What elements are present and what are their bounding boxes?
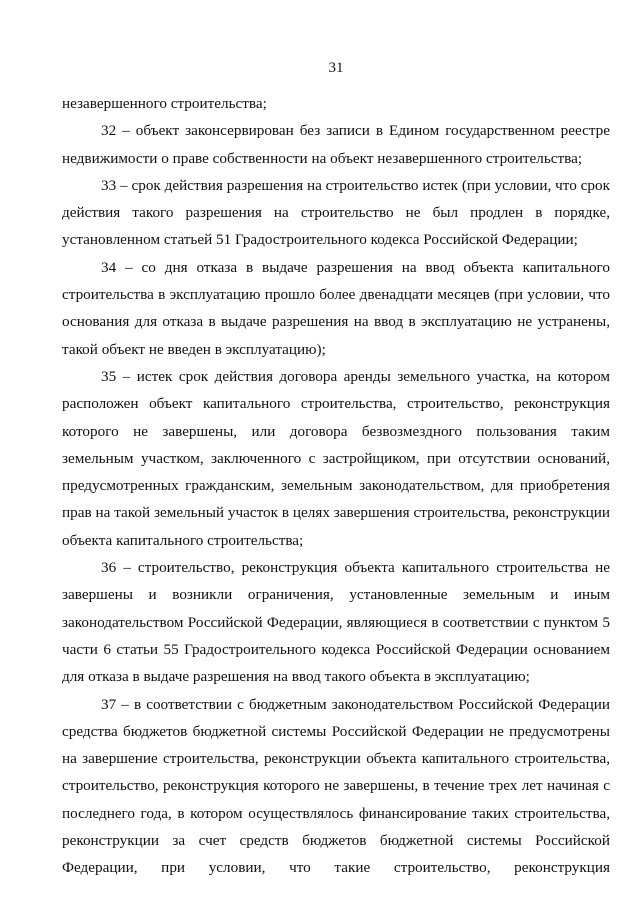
- paragraph-item-33: 33 – срок действия разрешения на строительство истек (при условии, что срок действия такого разрешения на строительство не был продлен в порядке, установленном статьей 51 Градостроительного кодекса Российской Федерации;: [62, 176, 610, 249]
- paragraph-item-35: 35 – истек срок действия договора аренды земельного участка, на котором расположен объект капитального строительства, строительство, реконструкция которого не завершены, или договора безвозмездного пользования таким земельным участком, заключенного с застройщиком, при отсутствии оснований, предусмотренных гражданским, земельным законодательством, для приобретения прав на такой земельный участок в целях завершения строительства, реконструкции объекта капитального строительства;: [62, 367, 610, 549]
- page-number: 31: [328, 60, 344, 76]
- paragraph-item-36: 36 – строительство, реконструкция объекта капитального строительства не завершены и возникли ограничения, установленные земельным и иным законодательством Российской Федерации, являющиеся в соответствии с пунктом 5 части 6 статьи 55 Градостроительного кодекса Российской Федерации основанием для отказа в выдаче разрешения на ввод такого объекта в эксплуатацию;: [62, 559, 610, 686]
- paragraph-item-32: 32 – объект законсервирован без записи в Едином государственном реестре недвижимости о праве собственности на объект незавершенного строительства;: [62, 122, 610, 167]
- paragraph-item-34: 34 – со дня отказа в выдаче разрешения на ввод объекта капитального строительства в эксплуатацию прошло более двенадцати месяцев (при условии, что основания для отказа в выдаче разрешения на ввод в эксплуатацию не устранены, такой объект не введен в эксплуатацию);: [62, 258, 610, 358]
- paragraph-item-37: 37 – в соответствии с бюджетным законодательством Российской Федерации средства бюджетов бюджетной системы Российской Федерации не предусмотрены на завершение строительства, реконструкции объекта капитального строительства, строительство, реконструкция которого не завершены, в течение трех лет начиная с последнего года, в котором осуществлялось финансирование таких строительства, реконструкции за счет средств бюджетов бюджетной системы Российской Федерации, при условии, что такие строительство, реконструкция: [62, 695, 610, 877]
- document-body: [62, 90, 610, 882]
- paragraph-continuation: незавершенного строительства;: [62, 95, 267, 112]
